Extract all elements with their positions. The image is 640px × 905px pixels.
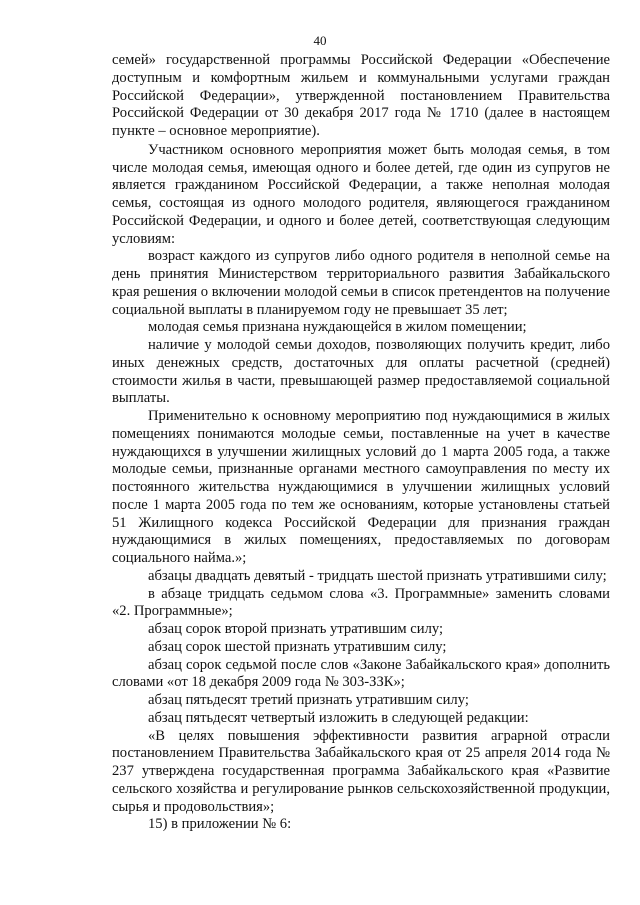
paragraph: Участником основного мероприятия может быть молодая семья, в том числе молодая семья, имеющая одного и более детей, где один из супругов не является гражданином Российской Федерации, а также неполная молодая семья, состоящая из одного молодого родителя, являющегося гражданином Российской Федерации, и одного и более детей, соответствующая следующим условиям:	[112, 141, 610, 247]
paragraph: абзац пятьдесят четвертый изложить в следующей редакции:	[148, 709, 529, 726]
paragraph: молодая семья признана нуждающейся в жилом помещении;	[148, 319, 527, 336]
paragraph: абзацы двадцать девятый - тридцать шестой признать утратившими силу;	[148, 567, 607, 584]
paragraph: абзац сорок шестой признать утратившим силу;	[148, 638, 447, 655]
paragraph: «В целях повышения эффективности развития аграрной отрасли постановлением Правительства Забайкальского края от 25 апреля 2014 года № 237 утверждена государственная программа Забайкальского края «Развитие сельского хозяйства и регулирование рынков сельскохозяйственной продукции, сырья и продовольствия»;	[112, 727, 610, 815]
page-number: 40	[313, 33, 327, 48]
paragraph: наличие у молодой семьи доходов, позволяющих получить кредит, либо иных денежных средств, достаточных для оплаты расчетной (средней) стоимости жилья в части, превышающей размер предоставляемой социальной выплаты.	[112, 337, 610, 407]
paragraph: 15) в приложении № 6:	[148, 816, 292, 833]
paragraph: Применительно к основному мероприятию под нуждающимися в жилых помещениях понимаются молодые семьи, поставленные на учет в качестве нуждающихся в улучшении жилищных условий до 1 марта 2005 года, а также молодые семьи, признанные органами местного самоуправления по месту их постоянного жительства нуждающимися в улучшении жилищных условий после 1 марта 2005 года по тем же основаниям, которые установлены статьей 51 Жилищного кодекса Российской Федерации для признания граждан нуждающимися в жилых помещениях, предоставляемых по договорам социального найма.»;	[112, 408, 610, 566]
paragraph: возраст каждого из супругов либо одного родителя в неполной семье на день принятия Министерством территориального развития Забайкальского края решения о включении молодой семьи в список претендентов на получение социальной выплаты в планируемом году не превышает 35 лет;	[112, 248, 610, 318]
paragraph: абзац сорок второй признать утратившим силу;	[148, 621, 444, 637]
paragraph: абзац сорок седьмой после слов «Законе Забайкальского края» дополнить словами «от 18 декабря 2009 года № 303-ЗЗК»;	[112, 656, 610, 691]
paragraph: абзац пятьдесят третий признать утратившим силу;	[148, 692, 469, 708]
paragraph: в абзаце тридцать седьмом слова «3. Программные» заменить словами «2. Программные»;	[112, 585, 610, 620]
paragraph: семей» государственной программы Российской Федерации «Обеспечение доступным и комфортным жильем и коммунальными услугами граждан Российской Федерации», утвержденной постановлением Правительства Российской Федерации от 30 декабря 2017 года № 1710 (далее в настоящем пункте – основное мероприятие).	[112, 52, 610, 139]
document-body	[112, 52, 610, 834]
